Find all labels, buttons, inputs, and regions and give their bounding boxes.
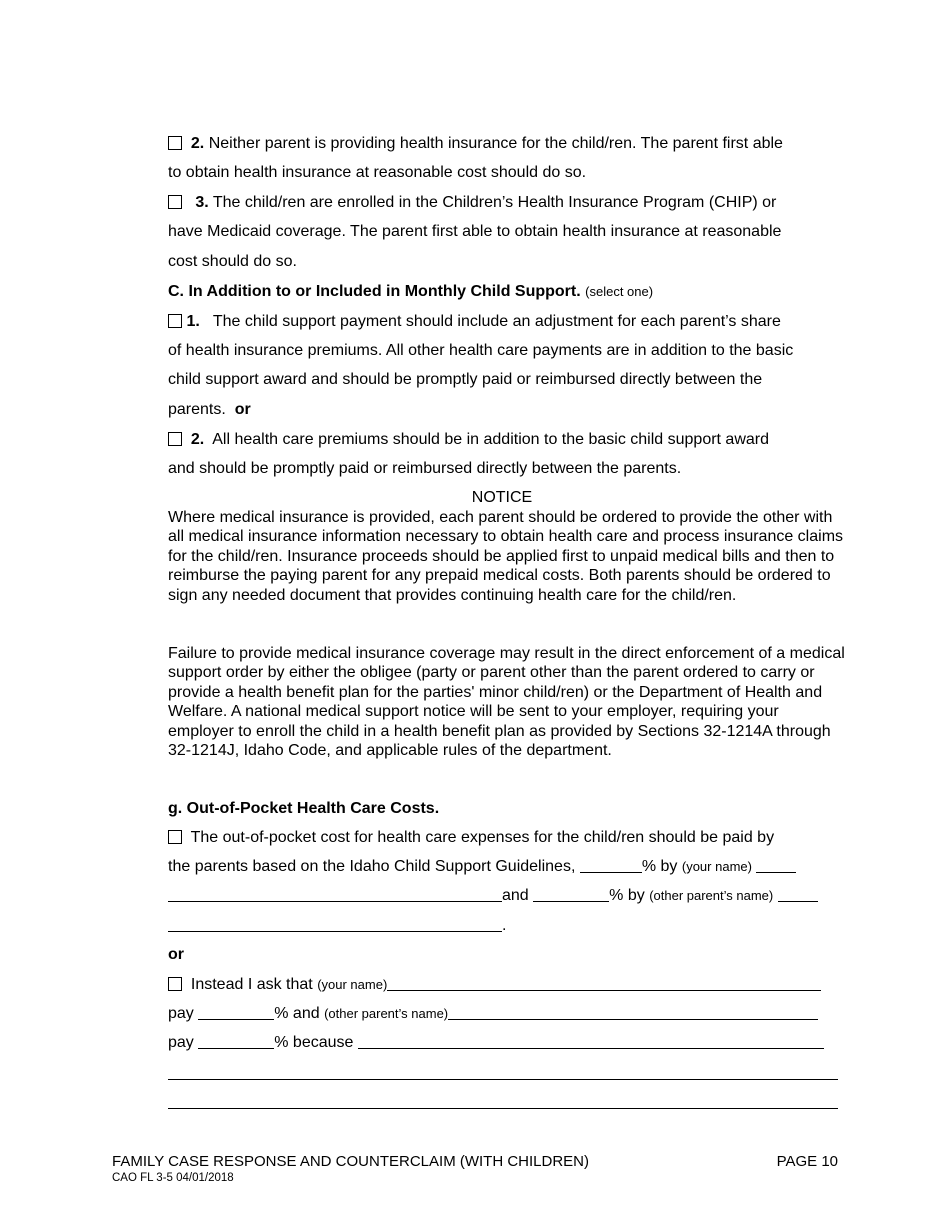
reason-line-2[interactable]	[168, 1079, 838, 1080]
g-pct-and: % and	[274, 1005, 320, 1022]
g-pay-1: pay	[168, 1005, 194, 1022]
footer-title: FAMILY CASE RESPONSE AND COUNTERCLAIM (WITH CHILDREN)	[112, 1153, 590, 1170]
notice-paragraph-1: Where medical insurance is provided, each parent should be ordered to provide the other with all medical insurance information necessary to obtain health care and process insurance claims for the child/ren. Insurance proceeds should be applied first to unpaid medical bills and then to reimburse the paying parent for any prepaid medical costs. Both parents should be ordered to sign any needed document that provides continuing health care for the child/ren.	[168, 509, 844, 604]
item2-text: Neither parent is providing health insurance for the child/ren. The parent first able	[208, 135, 783, 152]
instead-other-percent-field[interactable]	[198, 1034, 274, 1049]
item2-line1	[168, 134, 783, 154]
c-opt2-number: 2.	[190, 431, 205, 448]
g-pay-line-1	[168, 1004, 818, 1024]
instead-your-name-field[interactable]	[387, 976, 821, 991]
g-instead-text: Instead I ask that	[190, 976, 313, 993]
other-percent-field[interactable]	[533, 887, 609, 902]
reason-line-3[interactable]	[168, 1108, 838, 1109]
c-opt2-line1	[168, 430, 769, 450]
item3-text: The child/ren are enrolled in the Children’s Health Insurance Program (CHIP) or	[212, 194, 777, 211]
g-line4	[168, 916, 506, 936]
instead-your-percent-field[interactable]	[198, 1005, 274, 1020]
your-percent-field[interactable]	[580, 858, 642, 873]
other-name-field-start[interactable]	[778, 887, 818, 902]
g-line1	[168, 828, 774, 848]
item2-line2: to obtain health insurance at reasonable cost should do so.	[168, 164, 587, 181]
item3-line2: have Medicaid coverage. The parent first able to obtain health insurance at reasonable	[168, 223, 782, 240]
section-c-hint: (select one)	[585, 284, 654, 299]
g-your-name-hint: (your name)	[681, 859, 752, 874]
g-and: and	[502, 887, 529, 904]
section-g-title: g. Out-of-Pocket Health Care Costs.	[168, 800, 440, 817]
g-other-name-hint: (other parent’s name)	[649, 888, 774, 903]
item3-number: 3.	[195, 194, 209, 211]
your-name-field[interactable]	[168, 887, 502, 902]
g-line2-text: the parents based on the Idaho Child Support Guidelines,	[168, 858, 576, 875]
notice-paragraph-2: Failure to provide medical insurance coverage may result in the direct enforcement of a medical support order by either the obligee (party or parent other than the parent ordered to carry or provide a health benefit plan for the parties' minor child/ren) or the Department of Health and Welfare. A national medical support notice will be sent to your employer, requiring your employer to enroll the child in a health benefit plan as provided by Sections 32-1214A through 32-1214J, Idaho Code, and applicable rules of the department.	[168, 645, 845, 760]
because-reason-field[interactable]	[358, 1034, 824, 1049]
g-pay-2: pay	[168, 1034, 194, 1051]
g-period: .	[502, 917, 507, 934]
other-name-field[interactable]	[168, 917, 502, 932]
item3-checkbox[interactable]	[168, 195, 182, 209]
c-opt1-line3: child support award and should be promptly paid or reimbursed directly between the	[168, 371, 763, 388]
c-opt2-text: All health care premiums should be in addition to the basic child support award	[212, 431, 770, 448]
g-instead-checkbox[interactable]	[168, 977, 182, 991]
instead-other-name-field[interactable]	[448, 1005, 818, 1020]
g-guidelines-checkbox[interactable]	[168, 830, 182, 844]
c-opt2-line2: and should be promptly paid or reimbursed directly between the parents.	[168, 460, 682, 477]
g-line3	[168, 886, 818, 906]
c-opt1-text: The child support payment should include an adjustment for each parent’s share	[212, 313, 781, 330]
c-opt1-line1	[168, 312, 781, 332]
g-pay-line-2	[168, 1033, 824, 1053]
g-or	[168, 945, 184, 965]
section-g-heading	[168, 799, 439, 819]
g-pct-by-1: % by	[641, 858, 678, 875]
item2-number: 2.	[190, 135, 205, 152]
g-pay-other-name-hint: (other parent’s name)	[324, 1006, 449, 1021]
g-pct-by-2: % by	[609, 887, 645, 904]
g-or-text: or	[168, 946, 184, 963]
g-line2	[168, 857, 796, 877]
g-instead-your-name-hint: (your name)	[317, 977, 388, 992]
footer-page-number: PAGE 10	[776, 1153, 838, 1170]
item2-checkbox[interactable]	[168, 136, 182, 150]
item3-line1	[168, 193, 776, 213]
c-opt1-line4	[168, 400, 251, 420]
section-c-heading	[168, 282, 653, 302]
c-opt2-checkbox[interactable]	[168, 432, 182, 446]
g-line1-text: The out-of-pocket cost for health care expenses for the child/ren should be paid by	[190, 829, 775, 846]
c-opt1-checkbox[interactable]	[168, 314, 182, 328]
c-opt1-number: 1.	[186, 313, 200, 330]
g-pct-because: % because	[274, 1034, 354, 1051]
g-instead-line	[168, 975, 821, 995]
c-opt1-or: or	[234, 401, 251, 418]
c-opt1-parents: parents.	[168, 401, 226, 418]
c-opt1-line2: of health insurance premiums. All other health care payments are in addition to the basic	[168, 342, 794, 359]
item3-line3: cost should do so.	[168, 253, 297, 270]
footer-form-code: CAO FL 3-5 04/01/2018	[112, 1172, 234, 1184]
your-name-field-start[interactable]	[756, 858, 796, 873]
section-c-title: C. In Addition to or Included in Monthly Child Support.	[168, 283, 581, 300]
notice-title: NOTICE	[471, 489, 533, 506]
